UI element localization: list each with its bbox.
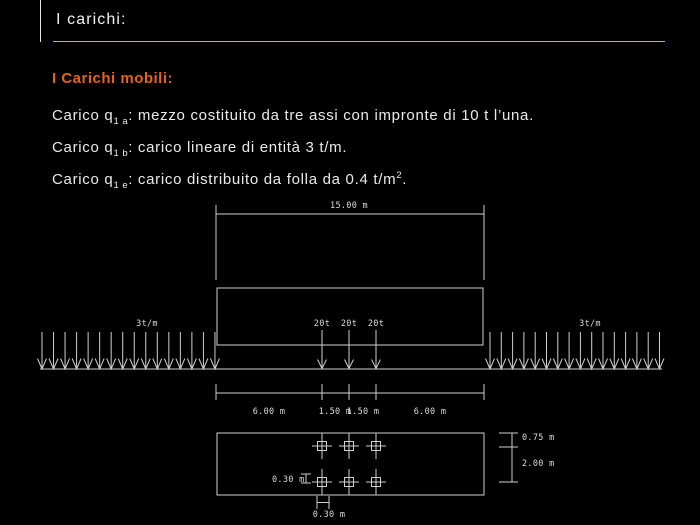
distributed-load-arrow (508, 332, 517, 369)
wheel-imprint-marker (366, 469, 386, 495)
imprint-crosshair (366, 433, 386, 459)
slide-title: I carichi: (56, 11, 127, 28)
distributed-load-arrow (107, 332, 116, 369)
distributed-load-arrow (655, 332, 664, 369)
distributed-load-arrow (187, 332, 196, 369)
axle-track-label: 2.00 m (522, 459, 555, 469)
span-dimension-label: 1.50 m (318, 407, 352, 417)
distributed-load-arrow (486, 332, 495, 369)
distributed-load-arrow (118, 332, 127, 369)
distributed-load-arrow (621, 332, 630, 369)
vehicle-outline-rect (217, 288, 483, 345)
extension-lines (216, 205, 484, 280)
subscript: 1 b (113, 148, 129, 159)
distributed-load-arrow (565, 332, 574, 369)
bullet-text: . (402, 171, 408, 188)
top-dimension (216, 201, 484, 280)
wheel-imprint-marker (339, 469, 359, 495)
vehicle-plan-rect (217, 433, 484, 495)
wheel-imprints (312, 433, 386, 495)
distributed-load-arrow (519, 332, 528, 369)
bullet-text: Carico q (52, 139, 114, 156)
imprint-width-bracket (317, 496, 329, 509)
bullet-text: : mezzo costituito da tre assi con impronte di 10 t l’una. (128, 107, 534, 124)
point-load-label: 20t (313, 319, 331, 329)
distributed-load-arrow (576, 332, 585, 369)
distributed-load-arrow (164, 332, 173, 369)
bullet-text: Carico q (52, 107, 114, 124)
point-loads (314, 319, 384, 369)
imprint-height-label: 0.30 m (272, 475, 305, 485)
bullet-text: : carico lineare di entità 3 t/m. (128, 139, 348, 156)
dimension-line (499, 433, 518, 482)
span-dimension-label: 1.50 m (346, 407, 380, 417)
imprint-crosshair (312, 469, 332, 495)
distributed-load-arrow (176, 332, 185, 369)
distributed-load-left-label: 3t/m (136, 319, 158, 329)
span-dimensions (216, 384, 484, 417)
point-load-arrow (372, 330, 381, 369)
edge-to-axle-label: 0.75 m (522, 433, 555, 443)
imprint-crosshair (339, 469, 359, 495)
distributed-load-arrow (130, 332, 139, 369)
wheel-imprint-marker (339, 433, 359, 459)
superscript: 2 (396, 170, 403, 181)
imprint-crosshair (339, 433, 359, 459)
distributed-load-arrow (61, 332, 70, 369)
wheel-imprint-marker (312, 469, 332, 495)
distributed-load-arrow (141, 332, 150, 369)
span-dimension-label: 6.00 m (252, 407, 286, 417)
distributed-load-arrow (210, 332, 219, 369)
distributed-load-arrow (72, 332, 81, 369)
imprint-crosshair (312, 433, 332, 459)
point-load-label: 20t (340, 319, 358, 329)
imprint-height-callout (272, 474, 311, 485)
bullet-text: Carico q (52, 171, 114, 188)
wheel-imprint-marker (312, 433, 332, 459)
distributed-load-arrow (49, 332, 58, 369)
distributed-load-arrow (599, 332, 608, 369)
distributed-load-arrow (531, 332, 540, 369)
distributed-load-arrow (632, 332, 641, 369)
distributed-load-arrow (153, 332, 162, 369)
point-load-arrow (318, 330, 327, 369)
imprint-width-label: 0.30 m (312, 510, 346, 520)
subscript: 1 e (113, 180, 129, 191)
dimension-ticks (216, 384, 484, 400)
span-dimension-label: 6.00 m (413, 407, 447, 417)
distributed-load-right-arrows (486, 332, 665, 369)
distributed-load-arrow (553, 332, 562, 369)
section-heading: I Carichi mobili: (52, 70, 174, 87)
distributed-load-right-label: 3t/m (579, 319, 601, 329)
point-load-arrow (345, 330, 354, 369)
distributed-load-arrow (38, 332, 47, 369)
distributed-load-arrow (199, 332, 208, 369)
distributed-load-arrow (84, 332, 93, 369)
distributed-load-arrow (542, 332, 551, 369)
imprint-crosshair (366, 469, 386, 495)
distributed-load-arrow (610, 332, 619, 369)
imprint-width-callout (313, 496, 346, 520)
top-dimension-label: 15.00 m (330, 201, 368, 211)
bullet-text: : carico distribuito da folla da 0.4 t/m (128, 171, 397, 188)
section-dimensions-right (499, 433, 555, 482)
distributed-load-arrow (497, 332, 506, 369)
distributed-load-arrow (95, 332, 104, 369)
distributed-load-arrow (587, 332, 596, 369)
subscript: 1 a (113, 116, 129, 127)
distributed-load-arrow (644, 332, 653, 369)
wheel-imprint-marker (366, 433, 386, 459)
distributed-load-left-arrows (38, 332, 220, 369)
point-load-label: 20t (367, 319, 385, 329)
